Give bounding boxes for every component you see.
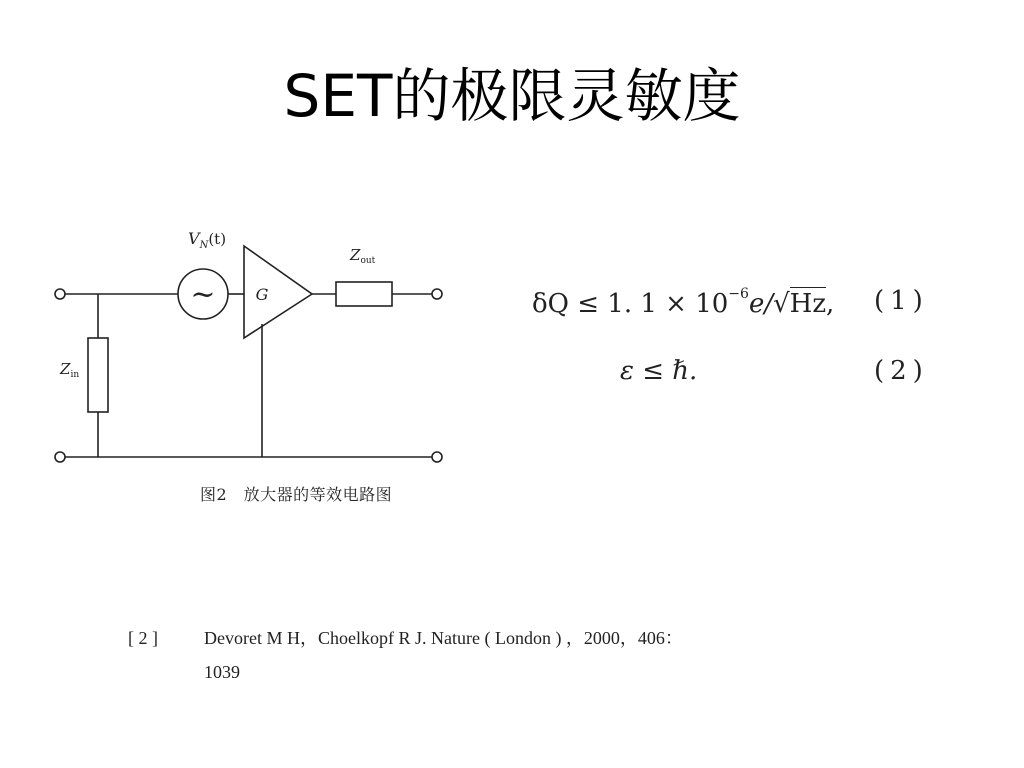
zout-label: $Z_{out}$ [350,246,376,266]
equation-1-tail: , [826,289,835,319]
zin-label: $Z_{in}$ [60,360,80,380]
figure-caption: 图2 放大器的等效电路图 [200,485,393,504]
reference-entry [128,624,848,683]
page-title: SET的极限灵敏度 [283,62,741,130]
zin-resistor [88,338,108,412]
equation-2: ε ≤ ℏ. [620,356,698,386]
sqrt-content: Hz [789,289,827,319]
amplifier-equivalent-circuit [40,222,460,522]
equation-1-number: (1) [874,286,929,316]
equation-1-unit: e/ [748,289,774,319]
terminal-input-top [55,289,65,299]
terminal-output-bottom [432,452,442,462]
gain-label: G [255,285,269,304]
equation-2-number: (2) [874,356,929,386]
sqrt-symbol: √ [773,289,790,319]
terminal-input-bottom [55,452,65,462]
equation-1-lhs: δQ ≤ 1. 1 × 10 [532,289,729,319]
source-label: $V_N(t)$ [188,229,227,251]
amplifier-triangle [244,246,312,338]
equation-1 [532,286,834,319]
tilde-symbol: ~ [190,277,216,312]
terminal-output-top [432,289,442,299]
reference-text: Devoret M H，Choelkopf R J. Nature ( London ) ，2000，406： [204,628,683,648]
reference-number: [ 2 ] [128,628,158,648]
zout-resistor [336,282,392,306]
reference-continuation: 1039 [204,662,240,682]
equation-1-exponent: −6 [728,286,749,302]
